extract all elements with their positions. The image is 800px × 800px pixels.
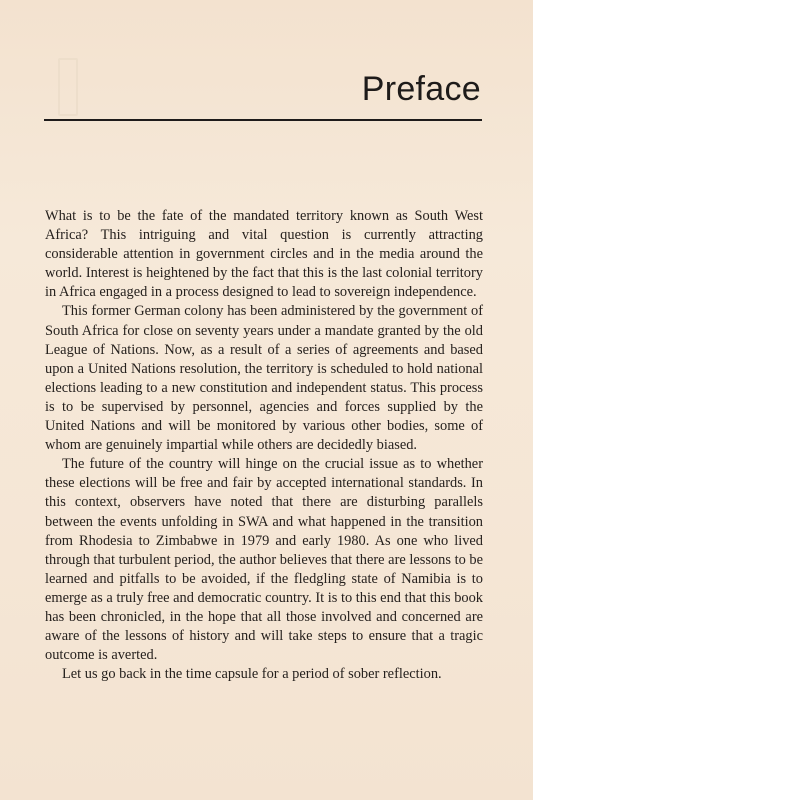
title-rule [44, 119, 482, 121]
paragraph-2: This former German colony has been administered by the government of South Africa for close on seventy years under a mandate granted by the old League of Nations. Now, as a result of a series of agreements and based upon a United Nations resolution, the territory is scheduled to hold national elections leading to a new constitution and independent status. This process is to be supervised by personnel, agencies and forces supplied by the United Nations and will be monitored by various other bodies, some of whom are genuinely impartial while others are decidedly biased. [45, 303, 483, 454]
page-title: Preface [361, 70, 481, 108]
paragraph-3: The future of the country will hinge on the crucial issue as to whether these elections will be free and fair by accepted international standards. In this context, observers have noted that there are disturbing parallels between the events unfolding in SWA and what happened in the transition from Rhodesia to Zimbabwe in 1979 and early 1980. As one who lived through that turbulent period, the author believes that there are lessons to be learned and pitfalls to be avoided, if the fledgling state of Namibia is to emerge as a truly free and democratic country. It is to this end that this book has been chronicled, in the hope that all those involved and concerned are aware of the lessons of history and will take steps to ensure that a tragic outcome is averted. [45, 456, 483, 664]
paragraph-4: Let us go back in the time capsule for a period of sober reflection. [62, 666, 442, 683]
paragraph-1: What is to be the fate of the mandated territory known as South West Africa? This intriguing and vital question is currently attracting considerable attention in government circles and in the media around the world. Interest is heightened by the fact that this is the last colonial territory in Africa engaged in a process designed to lead to sovereign independence. [45, 208, 483, 301]
bleed-through-mark [58, 58, 78, 116]
preface-body [45, 207, 483, 684]
